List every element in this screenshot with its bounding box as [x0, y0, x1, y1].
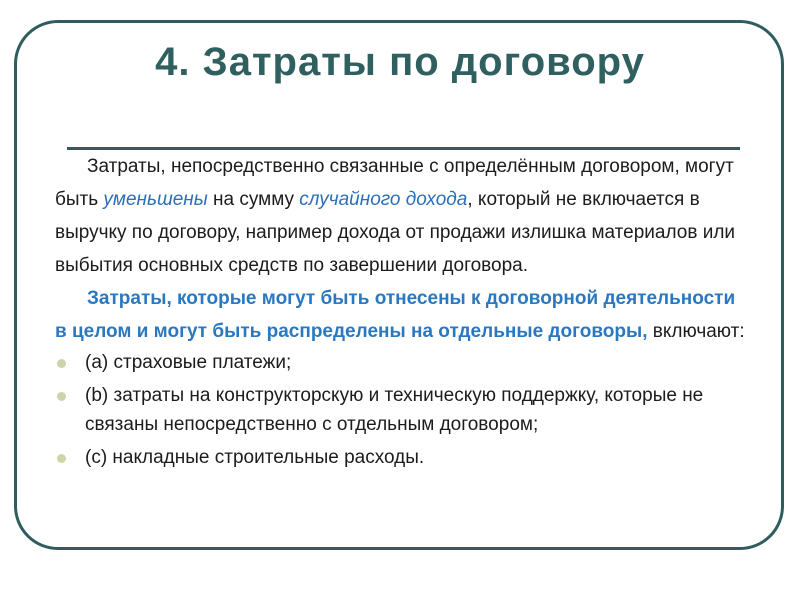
- bullet-icon: [57, 359, 66, 368]
- p1-text-e: , который не включается в выручку по договору, например дохода от продажи излишка материалов или выбытия основных средств по завершении договора.: [55, 189, 736, 276]
- list-item-text: (b) затраты на конструкторскую и техническую поддержку, которые не связаны непосредственно с отдельным договором;: [85, 385, 704, 435]
- p1-emph-incidental-income: случайного дохода: [299, 189, 468, 210]
- bullet-icon: [57, 454, 66, 463]
- list-item: [55, 443, 745, 472]
- list-item-text: (а) страховые платежи;: [85, 352, 292, 373]
- slide-body: [55, 150, 745, 476]
- p2-bold-text: Затраты, которые могут быть отнесены к договорной деятельности в целом и могут быть распределены на отдельные договоры,: [55, 288, 736, 342]
- bullet-icon: [57, 392, 66, 401]
- p1-emph-reduced: уменьшены: [103, 189, 208, 210]
- paragraph-2: [55, 282, 745, 348]
- list-item: [55, 348, 745, 377]
- list-item: [55, 381, 745, 439]
- p2-rest-text: включают:: [647, 321, 745, 342]
- list-item-text: (с) накладные строительные расходы.: [85, 447, 425, 468]
- bullet-list: [55, 348, 745, 472]
- slide-title: 4. Затраты по договору: [155, 40, 645, 84]
- paragraph-1: [55, 150, 745, 282]
- p1-text-a: Затраты, непосредственно связанные с определённым договором, могут быть: [55, 156, 734, 210]
- p1-text-c: на сумму: [207, 189, 300, 210]
